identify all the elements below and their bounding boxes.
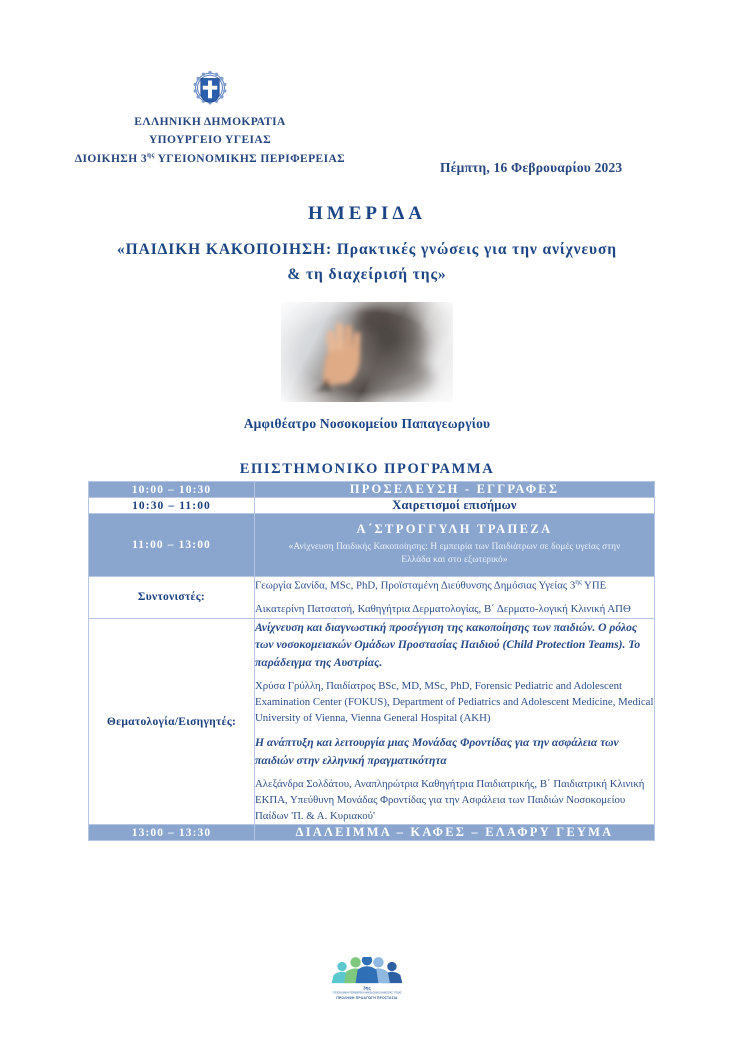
row-arrival-time: 10:00 – 10:30 — [89, 482, 255, 498]
row-roundtable-time: 11:00 – 13:00 — [89, 514, 255, 577]
topics-body — [255, 619, 655, 825]
moderator-1-ordinal: ης — [575, 577, 582, 586]
row-break-time: 13:00 – 13:30 — [89, 825, 255, 841]
row-greetings-text: Χαιρετισμοί επισήμων — [255, 498, 655, 514]
topic-2: Η ανάπτυξη και λειτουργία μιας Μονάδας Φροντίδας για την ασφάλεια των παιδιών στην ελληνική πραγματικότητα — [255, 736, 619, 767]
table-row-topics — [89, 619, 655, 825]
moderators-label: Συντονιστές: — [89, 576, 255, 618]
logo-ordinal: 3ης — [363, 985, 371, 991]
programme-heading: ΕΠΙΣΤΗΜΟΝΙΚΟ ΠΡΟΓΡΑΜΜΑ — [239, 461, 495, 477]
org-line3-suffix: ΥΓΕΙΟΝΟΜΙΚΗΣ ΠΕΡΙΦΕΡΕΙΑΣ — [154, 152, 346, 165]
table-row-moderators — [89, 576, 655, 618]
roundtable-title: Α΄ΣΤΡΟΓΓΥΛΗ ΤΡΑΠΕΖΑ — [356, 522, 553, 536]
speaker-1: Χρύσα Γρύλλη, Παιδίατρος BSc, MD, MSc, PhD, Forensic Pediatric and Adolescent Examination Center (FOKUS), Department of Pediatrics and Adolescent Medicine, Medical University of Vienna, Vienna General Hospital (AKH) — [255, 680, 654, 724]
org-line3-ordinal: ης — [147, 150, 155, 159]
emblem-container — [0, 68, 420, 115]
logo-mid-text: ΥΓΕΙΟΝΟΜΙΚΗ ΠΕΡΙΦΕΡΕΙΑ ΜΑΚΕΔΟΝΙΑΣ ΔΗΜΟΣΙΑΣ ΥΓΕΙΑΣ — [332, 991, 402, 995]
page-title: «ΠΑΙΔΙΚΗ ΚΑΚΟΠΟΙΗΣΗ: Πρακτικές γνώσεις για την ανίχνευση & τη διαχείρισή της» — [117, 241, 617, 283]
org-line-ministry: ΥΠΟΥΡΓΕΙΟ ΥΓΕΙΑΣ — [148, 133, 272, 146]
table-row-roundtable — [89, 514, 655, 577]
venue-label: Αμφιθέατρο Νοσοκομείου Παπαγεωργίου — [243, 416, 491, 431]
org-line-republic: ΕΛΛΗΝΙΚΗ ΔΗΜΟΚΡΑΤΙΑ — [134, 116, 286, 128]
table-row-break — [89, 825, 655, 841]
greek-coat-of-arms-icon — [189, 68, 231, 110]
moderator-1-suffix: ΥΠΕ — [581, 579, 607, 592]
row-roundtable-body — [255, 514, 655, 577]
child-hand-behind-frosted-glass-photo — [281, 302, 453, 402]
moderator-entry-2: Αικατερίνη Πατσατσή, Καθηγήτρια Δερματολογίας, Β΄ Δερματο-λογική Κλινική ΑΠΘ — [255, 603, 631, 616]
prevention-promotion-protection-logo-icon — [315, 985, 419, 1006]
row-break-text: ΔΙΑΛΕΙΜΜΑ – ΚΑΦΕΣ – ΕΛΑΦΡΥ ΓΕΥΜΑ — [255, 825, 655, 841]
topic-1: Ανίχνευση και διαγνωστική προσέγγιση της κακοποίησης των παιδιών. Ο ρόλος των νοσοκομειακών Ομάδων Προστασίας Παιδιού (Child Protection Teams). Το παράδειγμα της Αυστρίας. — [255, 621, 641, 669]
event-kind-heading: ΗΜΕΡΙΔΑ — [307, 203, 427, 224]
org-line3-prefix: ΔΙΟΙΚΗΣΗ 3 — [74, 152, 147, 165]
table-row-arrival — [89, 482, 655, 498]
programme-table — [88, 481, 655, 841]
topics-label: Θεματολογία/Εισηγητές: — [89, 619, 255, 825]
moderator-entry-1 — [255, 577, 654, 594]
speaker-2: Αλεξάνδρα Σολδάτου, Αναπληρώτρια Καθηγήτρια Παιδιατρικής, Β΄ Παιδιατρική Κλινική ΕΚΠΑ, Υπεύθυνη Μονάδας Φροντίδας για την Ασφάλεια των Παιδιών Νοσοκομείου Παίδων 'Π. & Α. Κυριακού' — [255, 778, 645, 822]
row-greetings-time: 10:30 – 11:00 — [89, 498, 255, 514]
event-date: Πέμπτη, 16 Φεβρουαρίου 2023 — [440, 160, 623, 175]
moderator-1-prefix: Γεωργία Σανίδα, MSc, PhD, Προϊσταμένη Διεύθυνσης Δημόσιας Υγείας 3 — [255, 579, 576, 592]
footer-logo — [0, 957, 734, 1007]
org-line-health-region — [0, 150, 420, 169]
logo-bottom-text: ΠΡΟΛΗΨΗ ΠΡΟΑΓΩΓΗ ΠΡΟΣΤΑΣΙΑ — [336, 996, 398, 1001]
organisation-block — [0, 114, 420, 168]
moderators-body — [255, 576, 655, 618]
table-row-greetings — [89, 498, 655, 514]
row-arrival-text: ΠΡΟΣΕΛΕΥΣΗ - ΕΓΓΡΑΦΕΣ — [255, 482, 655, 498]
roundtable-subtitle: «Ανίχνευση Παιδικής Κακοποίησης: Η εμπειρία των Παιδιάτρων σε δομές υγείας στην Ελλάδα και στο εξωτερικό» — [288, 542, 621, 566]
